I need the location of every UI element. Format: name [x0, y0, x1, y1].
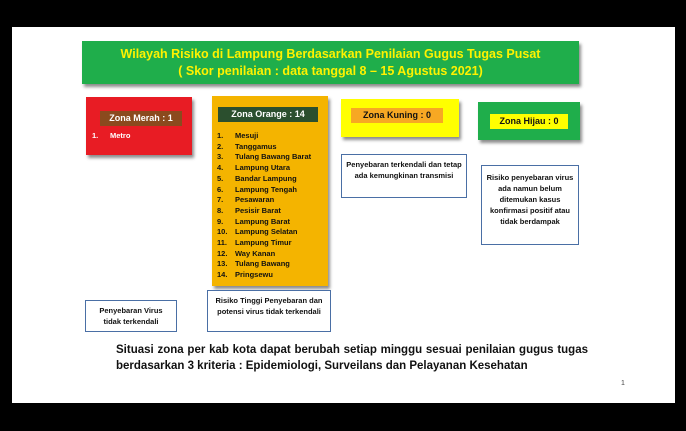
zone-red-label: Zona Merah : 1	[100, 111, 182, 126]
list-item-number: 3.	[217, 152, 224, 162]
slide-title	[82, 41, 579, 84]
list-item-name: Mesuji	[235, 131, 259, 140]
list-item	[217, 163, 311, 174]
list-item-name: Pringsewu	[235, 270, 273, 280]
zone-orange-list	[217, 131, 311, 281]
list-item-name: Lampung Selatan	[235, 227, 298, 237]
list-item-name: Tulang Bawang	[235, 259, 290, 269]
list-item-number: 1.	[217, 131, 224, 140]
zone-orange-box	[212, 96, 328, 286]
list-item	[217, 206, 311, 217]
list-item	[217, 270, 311, 281]
list-item-name: Tanggamus	[235, 141, 277, 151]
zone-orange-note: Risiko Tinggi Penyebaran dan potensi virus tidak terkendali	[207, 290, 331, 332]
zone-yellow-note: Penyebaran terkendali dan tetap ada kemungkinan transmisi	[341, 154, 467, 198]
list-item	[92, 131, 130, 140]
list-item	[217, 131, 311, 142]
list-item-name: Tulang Bawang Barat	[235, 152, 312, 162]
zone-yellow-label: Zona Kuning : 0	[351, 108, 443, 123]
list-item-number: 11.	[217, 238, 228, 248]
title-line-1: Wilayah Risiko di Lampung Berdasarkan Penilaian Gugus Tugas Pusat	[120, 46, 541, 61]
list-item-number: 5.	[217, 173, 224, 183]
list-item	[217, 259, 311, 270]
list-item-name: Lampung Tengah	[235, 184, 297, 194]
list-item-name: Pesawaran	[235, 195, 275, 205]
zone-red-note: Penyebaran Virus tidak terkendali	[85, 300, 177, 332]
list-item	[217, 217, 311, 228]
list-item	[217, 185, 311, 196]
list-item	[217, 238, 311, 249]
list-item	[217, 227, 311, 238]
list-item	[217, 142, 311, 153]
list-item-number: 10.	[217, 227, 228, 237]
zone-green-note: Risiko penyebaran virus ada namun belum ditemukan kasus konfirmasi positif atau tidak berdampak	[481, 165, 579, 245]
slide	[12, 27, 675, 403]
list-item	[217, 195, 311, 206]
list-item-name: Lampung Utara	[235, 163, 291, 173]
list-item-name: Pesisir Barat	[235, 205, 281, 215]
list-item-name: Way Kanan	[235, 248, 276, 258]
zone-yellow-box	[341, 99, 459, 137]
list-item	[217, 152, 311, 163]
list-item-name: Lampung Barat	[235, 216, 291, 226]
list-item-number: 2.	[217, 141, 224, 151]
list-item	[217, 249, 311, 260]
zone-orange-label: Zona Orange : 14	[218, 107, 318, 122]
zone-green-label: Zona Hijau : 0	[490, 114, 568, 129]
list-item-name: Metro	[110, 131, 131, 140]
list-item-number: 8.	[217, 205, 224, 215]
list-item	[217, 174, 311, 185]
page-number: 1	[621, 380, 625, 387]
list-item-number: 14.	[217, 270, 228, 280]
zone-red-list	[92, 131, 130, 140]
list-item-number: 7.	[217, 195, 224, 205]
list-item-name: Lampung Timur	[235, 238, 292, 248]
list-item-name: Bandar Lampung	[235, 173, 297, 183]
zone-green-box	[478, 102, 580, 140]
list-item-number: 9.	[217, 216, 224, 226]
list-item-number: 4.	[217, 163, 224, 173]
list-item-number: 1.	[92, 131, 99, 140]
list-item-number: 13.	[217, 259, 228, 269]
list-item-number: 6.	[217, 184, 224, 194]
footer-text: Situasi zona per kab kota dapat berubah setiap minggu sesuai penilaian gugus tugas berdasarkan 3 kriteria : Epidemiologi, Surveilans dan Pelayanan Kesehatan	[116, 344, 588, 372]
zone-red-box	[86, 97, 192, 155]
title-line-2: ( Skor penilaian : data tanggal 8 – 15 Agustus 2021)	[178, 63, 483, 78]
list-item-number: 12.	[217, 248, 228, 258]
